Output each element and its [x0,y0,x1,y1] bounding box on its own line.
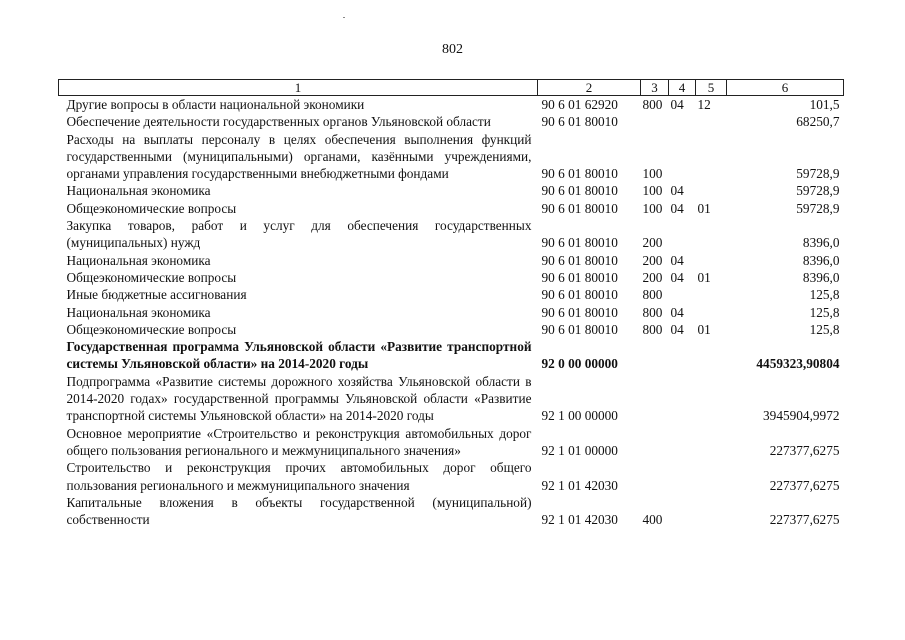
row-col3 [641,459,669,494]
table-row [59,304,844,321]
table-row [59,200,844,217]
row-name: Национальная экономика [66,304,211,320]
row-name: Иные бюджетные ассигнования [66,287,247,303]
row-col3: 800 [642,321,663,337]
row-col5 [696,425,727,460]
row-col4 [669,373,696,425]
table-row [59,217,844,252]
table-row [59,96,844,114]
row-name: Национальная экономика [66,183,211,199]
row-col4 [669,494,696,529]
table-row [59,459,844,494]
table-row [59,373,844,425]
row-name: Закупка товаров, работ и услуг для обеспечения государственных (муниципальных) нужд [66,218,532,251]
table-row [59,182,844,199]
row-col4 [669,425,696,460]
row-col5: 01 [697,321,711,337]
row-col3: 100 [642,183,663,199]
row-name: Государственная программа Ульяновской области «Развитие транспортной системы Ульяновской области» на 2014-2020 годы [66,339,532,372]
row-col3: 100 [642,200,663,216]
row-amount: 59728,9 [796,183,840,199]
row-amount: 4459323,90804 [756,356,840,372]
table-row [59,494,844,529]
row-code: 90 6 01 62920 [541,97,618,112]
row-col4 [669,338,696,373]
row-col3 [641,425,669,460]
row-code: 90 6 01 80010 [541,114,618,130]
table-row [59,286,844,303]
row-col4 [669,131,696,183]
row-code: 90 6 01 80010 [541,269,618,285]
row-code: 90 6 01 80010 [541,287,618,303]
table-row [59,425,844,460]
row-name: Общеэкономические вопросы [66,321,237,337]
row-name: Капитальные вложения в объекты государственной (муниципальной) собственности [66,494,532,528]
row-col4: 04 [670,321,684,337]
row-name: Общеэкономические вопросы [66,200,237,216]
row-amount: 227377,6275 [769,442,840,458]
row-amount: 125,8 [809,304,840,320]
row-code: 90 6 01 80010 [541,252,618,268]
row-col4 [669,113,696,130]
row-col5: 01 [697,269,711,285]
header-col-3: 3 [641,80,669,96]
page-number: 802 [442,42,463,57]
row-col3 [641,338,669,373]
row-col5 [696,113,727,130]
table-body [59,96,844,529]
row-amount: 227377,6275 [769,477,840,493]
row-col5 [696,252,727,269]
row-amount: 8396,0 [802,235,840,251]
row-col5: 12 [697,97,711,112]
table-row [59,338,844,373]
row-col5 [696,373,727,425]
row-name: Подпрограмма «Развитие системы дорожного хозяйства Ульяновской области в 2014-2020 годах» государственной программы Ульяновской области «Развитие транспортной системы Ульяновской области» на 2014-2020 годы [66,373,532,424]
row-col5 [696,182,727,199]
row-col4: 04 [670,200,684,216]
row-code: 92 1 01 42030 [541,477,618,493]
row-name: Строительство и реконструкция прочих автомобильных дорог общего пользования регионального и межмуниципального значения [66,460,532,493]
header-col-5: 5 [696,80,727,96]
row-code: 90 6 01 80010 [541,183,618,199]
row-col3: 200 [642,252,663,268]
row-code: 92 1 01 00000 [541,442,618,458]
row-col3: 200 [642,269,663,285]
table-row [59,269,844,286]
row-col4: 04 [670,97,684,112]
row-code: 92 1 00 00000 [541,408,618,424]
row-code: 92 0 00 00000 [541,356,618,372]
row-amount: 59728,9 [796,166,840,182]
row-col5 [696,131,727,183]
row-code: 90 6 01 80010 [541,321,618,337]
row-amount: 125,8 [809,321,840,337]
table-row [59,113,844,130]
row-name: Обеспечение деятельности государственных органов Ульяновской области [66,114,491,130]
scan-speck [343,17,345,18]
row-amount: 59728,9 [796,200,840,216]
header-col-4: 4 [669,80,696,96]
budget-table [58,79,844,528]
row-col4 [669,286,696,303]
row-col4 [669,459,696,494]
row-code: 92 1 01 42030 [541,512,618,528]
row-code: 90 6 01 80010 [541,304,618,320]
row-col5 [696,304,727,321]
row-name: Национальная экономика [66,252,211,268]
row-amount: 101,5 [809,97,840,112]
row-amount: 68250,7 [796,114,840,130]
row-amount: 8396,0 [802,252,840,268]
row-name: Другие вопросы в области национальной экономики [66,97,365,112]
row-amount: 227377,6275 [769,512,840,528]
row-col3: 800 [642,287,663,303]
row-col5 [696,217,727,252]
row-code: 90 6 01 80010 [541,166,618,182]
row-col4: 04 [670,183,684,199]
header-col-1: 1 [59,80,538,96]
row-code: 90 6 01 80010 [541,200,618,216]
row-col5 [696,286,727,303]
row-col4 [669,217,696,252]
row-col3: 800 [642,97,663,112]
row-name: Основное мероприятие «Строительство и реконструкция автомобильных дорог общего пользования регионального и межмуниципального значения» [66,425,532,458]
row-amount: 3945904,9972 [763,408,840,424]
row-col5 [696,459,727,494]
row-col3: 200 [642,235,663,251]
header-col-2: 2 [538,80,641,96]
row-col5 [696,338,727,373]
table-row [59,321,844,338]
row-amount: 125,8 [809,287,840,303]
table-header-row [59,80,844,96]
row-col4: 04 [670,269,684,285]
row-col3 [641,373,669,425]
row-col5: 01 [697,200,711,216]
row-col4: 04 [670,252,684,268]
row-name: Общеэкономические вопросы [66,269,237,285]
header-col-6: 6 [727,80,844,96]
row-amount: 8396,0 [802,269,840,285]
row-code: 90 6 01 80010 [541,235,618,251]
row-col3: 400 [642,512,663,528]
table-row [59,131,844,183]
row-name: Расходы на выплаты персоналу в целях обеспечения выполнения функций государственными (муниципальными) органами, казёнными учреждениями, органами управления государственными внебюджетными фондами [66,131,532,182]
row-col5 [696,494,727,529]
row-col4: 04 [670,304,684,320]
row-col3 [641,113,669,130]
row-col3: 800 [642,304,663,320]
table-row [59,252,844,269]
row-col3: 100 [642,166,663,182]
